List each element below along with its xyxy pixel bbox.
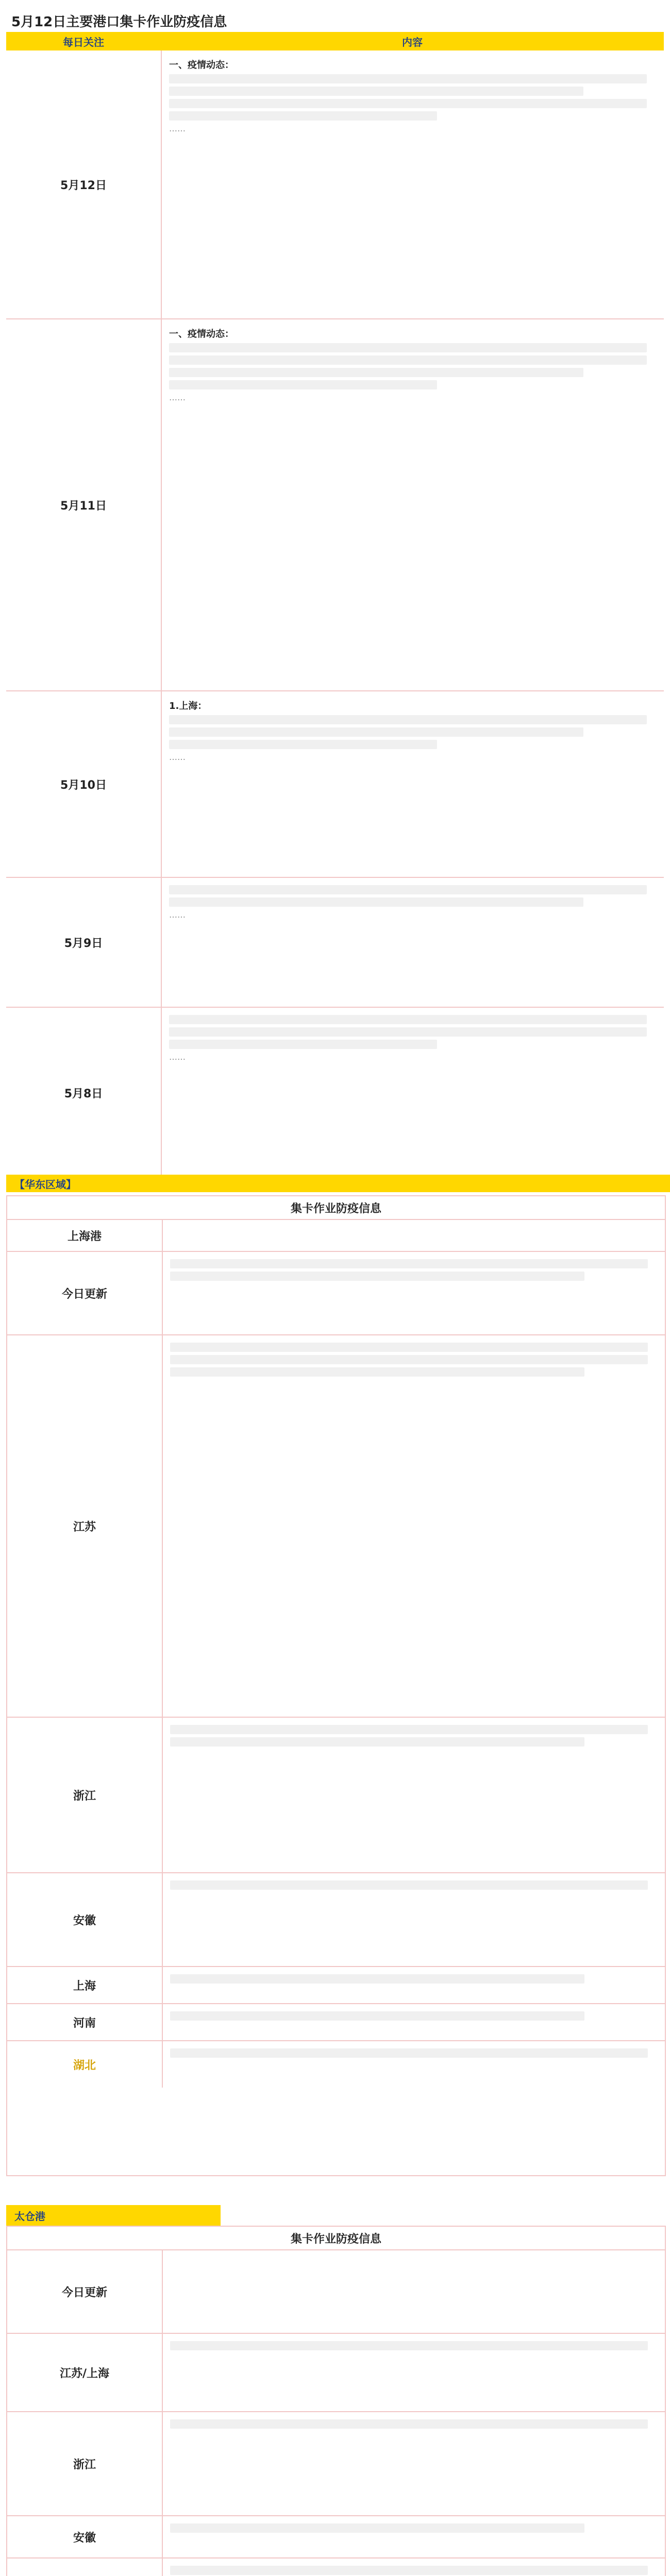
row-label: 江苏/上海 bbox=[7, 2334, 163, 2411]
row-placeholder-line bbox=[169, 740, 437, 749]
top-table bbox=[6, 32, 664, 1179]
row-placeholder-line bbox=[170, 1355, 648, 1364]
row-date: 5月8日 bbox=[6, 1008, 162, 1178]
row-placeholder-line bbox=[170, 1272, 584, 1281]
row-label: 浙江 bbox=[7, 2412, 163, 2515]
row-extra: …… bbox=[169, 752, 186, 762]
taicang-title bbox=[6, 2205, 221, 2226]
row-extra: …… bbox=[169, 393, 186, 402]
row-label: 湖北 bbox=[7, 2041, 163, 2088]
taicang-table-header: 集卡作业防疫信息 bbox=[7, 2227, 665, 2250]
row-date: 5月9日 bbox=[6, 878, 162, 1007]
row-placeholder-line bbox=[169, 99, 647, 108]
row-content bbox=[162, 1008, 664, 1178]
row-placeholder-line bbox=[169, 1027, 647, 1037]
row-placeholder-line bbox=[170, 2341, 648, 2350]
taicang-row-special bbox=[7, 2558, 665, 2576]
row-placeholder-line bbox=[169, 74, 647, 83]
shanghai-row-port bbox=[7, 1220, 665, 1252]
shanghai-row-zhejiang bbox=[7, 1718, 665, 1873]
taicang-port-table bbox=[6, 2226, 666, 2576]
top-table-header-left: 每日关注 bbox=[63, 36, 104, 48]
row-content bbox=[162, 691, 664, 877]
row-label: 上海港 bbox=[7, 1220, 163, 1251]
taicang-title-text: 太仓港 bbox=[14, 2210, 45, 2223]
row-placeholder-line bbox=[169, 727, 583, 737]
shanghai-row-jiangsu bbox=[7, 1335, 665, 1718]
row-label bbox=[7, 2558, 163, 2576]
row-placeholder-line bbox=[170, 1974, 584, 1984]
row-placeholder-line bbox=[169, 897, 583, 907]
row-placeholder-line bbox=[169, 355, 647, 365]
row-placeholder-line bbox=[170, 1259, 648, 1268]
row-body bbox=[163, 2004, 665, 2040]
row-body bbox=[163, 1220, 665, 1251]
row-extra: …… bbox=[169, 910, 186, 920]
row-content bbox=[162, 878, 664, 1007]
row-body bbox=[163, 2412, 665, 2515]
row-label: 安徽 bbox=[7, 1873, 163, 1966]
document-title: 5月12日主要港口集卡作业防疫信息 bbox=[11, 14, 227, 30]
row-label: 河南 bbox=[7, 2004, 163, 2040]
row-placeholder-line bbox=[170, 1367, 584, 1377]
row-body bbox=[163, 2516, 665, 2557]
row-label: 上海 bbox=[7, 1967, 163, 2003]
region-title bbox=[6, 1175, 670, 1192]
row-body bbox=[163, 1252, 665, 1334]
row-placeholder-line bbox=[169, 343, 647, 352]
shanghai-port-table bbox=[6, 1195, 666, 2176]
row-body bbox=[163, 1873, 665, 1966]
row-body bbox=[163, 2558, 665, 2576]
top-table-header bbox=[6, 32, 664, 50]
shanghai-row-henan bbox=[7, 2004, 665, 2041]
row-label: 今日更新 bbox=[7, 1252, 163, 1334]
top-row-0511 bbox=[6, 319, 664, 691]
shanghai-row-today bbox=[7, 1252, 665, 1335]
row-placeholder-line bbox=[170, 2419, 648, 2429]
top-row-0510 bbox=[6, 691, 664, 878]
row-placeholder-line bbox=[169, 885, 647, 894]
region-title-text: 【华东区域】 bbox=[14, 1178, 76, 1191]
shanghai-row-hubei bbox=[7, 2041, 665, 2088]
row-body bbox=[163, 2041, 665, 2088]
row-placeholder-line bbox=[170, 1343, 648, 1352]
row-placeholder-line bbox=[169, 715, 647, 724]
top-table-header-right: 内容 bbox=[402, 36, 423, 48]
row-subtitle: 1.上海： bbox=[169, 701, 207, 711]
row-placeholder-line bbox=[169, 380, 437, 389]
row-label: 江苏 bbox=[7, 1335, 163, 1717]
row-body bbox=[163, 1335, 665, 1717]
row-placeholder-line bbox=[170, 2011, 584, 2021]
row-date: 5月12日 bbox=[6, 50, 162, 318]
row-placeholder-line bbox=[170, 2523, 584, 2533]
row-placeholder-line bbox=[169, 368, 583, 377]
row-body bbox=[163, 2250, 665, 2333]
row-extra: …… bbox=[169, 1052, 186, 1062]
row-label: 浙江 bbox=[7, 1718, 163, 1872]
row-date: 5月11日 bbox=[6, 319, 162, 690]
row-placeholder-line bbox=[170, 1737, 584, 1747]
row-placeholder-line bbox=[170, 1880, 648, 1890]
row-label: 安徽 bbox=[7, 2516, 163, 2557]
row-label: 今日更新 bbox=[7, 2250, 163, 2333]
row-placeholder-line bbox=[170, 1725, 648, 1734]
top-row-0509 bbox=[6, 878, 664, 1008]
taicang-row-today bbox=[7, 2250, 665, 2334]
row-placeholder-line bbox=[170, 2048, 648, 2058]
row-subtitle: 一、疫情动态： bbox=[169, 60, 234, 71]
row-placeholder-line bbox=[169, 1040, 437, 1049]
row-extra: …… bbox=[169, 124, 186, 133]
row-body bbox=[163, 1718, 665, 1872]
shanghai-table-header: 集卡作业防疫信息 bbox=[7, 1196, 665, 1220]
taicang-row-jiangsu bbox=[7, 2334, 665, 2412]
row-body bbox=[163, 1967, 665, 2003]
row-content bbox=[162, 50, 664, 318]
row-body bbox=[163, 2334, 665, 2411]
shanghai-row-shanghai bbox=[7, 1967, 665, 2004]
taicang-row-zhejiang bbox=[7, 2412, 665, 2516]
row-date: 5月10日 bbox=[6, 691, 162, 877]
taicang-row-anhui bbox=[7, 2516, 665, 2558]
row-placeholder-line bbox=[170, 2566, 648, 2575]
row-placeholder-line bbox=[169, 87, 583, 96]
top-row-0508 bbox=[6, 1008, 664, 1179]
row-content bbox=[162, 319, 664, 690]
row-subtitle: 一、疫情动态： bbox=[169, 329, 234, 340]
row-placeholder-line bbox=[169, 1015, 647, 1024]
top-row-0512 bbox=[6, 50, 664, 319]
shanghai-row-anhui bbox=[7, 1873, 665, 1967]
row-placeholder-line bbox=[169, 111, 437, 121]
